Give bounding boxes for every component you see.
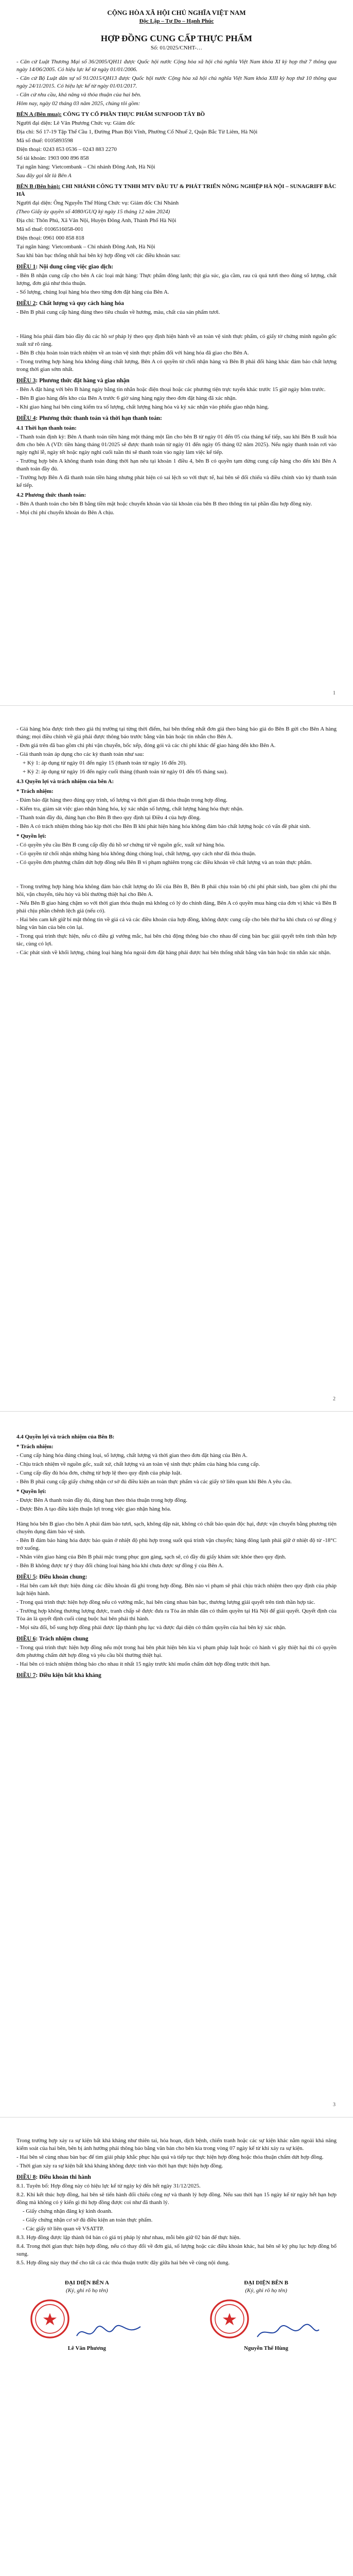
page-3 bbox=[0, 1412, 353, 2117]
article-line: - Chịu trách nhiệm về nguồn gốc, xuất xứ, chất lượng và an toàn vệ sinh thực phẩm của hàng hóa cung cấp. bbox=[16, 1461, 260, 1467]
article-label: ĐIỀU 1 bbox=[16, 264, 36, 270]
section-heading: 4.3 Quyền lợi và trách nhiệm của bên A: bbox=[16, 778, 114, 785]
signer-name: Nguyễn Thế Hùng bbox=[244, 2345, 289, 2351]
article-line: - Khi giao hàng hai bên cùng kiểm tra số lượng, chất lượng hàng hóa và ký xác nhận vào phiếu giao nhận hàng. bbox=[16, 404, 269, 410]
article-line: - Bên B nhận cung cấp cho bên A các loại mặt hàng: Thực phẩm đông lạnh; thịt gia súc, gia cầm, rau củ quả tươi theo đúng số lượng, chất lượng, đơn giá như thỏa thuận. bbox=[16, 273, 337, 286]
signature-scribble-icon bbox=[73, 2321, 145, 2342]
article-title: : Trách nhiệm chung bbox=[36, 1636, 89, 1642]
article-line: - Thanh toán định kỳ: Bên A thanh toán tiền hàng một tháng một lần cho bên B từ ngày 01 đến 05 của tháng kế tiếp, sau khi Bên B xuất hóa đơn cho bên A (VD: tiền hàng tháng 01/2025 sẽ được thanh toán từ ngày 01 đến ngày 05 tháng 02 năm 2025). Nếu ngày thanh toán rơi vào ngày nghỉ lễ, ngày tết hoặc ngày nghỉ cuối tuần thì sẽ thanh toán vào ngày làm việc kế tiếp. bbox=[16, 434, 337, 455]
article-line: - Giá hàng hóa được tính theo giá thị trường tại từng thời điểm, hai bên thống nhất đơn giá theo bảng báo giá do Bên B gửi cho Bên A hàng tháng; mọi điều chỉnh về giá phải được thông báo trước bằng văn bản hoặc tin nhắn cho Bên A. bbox=[16, 726, 337, 740]
article-line: Hàng hóa bên B giao cho bên A phải đảm bảo tươi, sạch, không dập nát, không có chất bảo quản độc hại, được vận chuyển bằng phương tiện chuyên dụng đảm bảo vệ sinh. bbox=[16, 1521, 337, 1535]
article-line: Trong trường hợp xảy ra sự kiện bất khả kháng như thiên tai, hỏa hoạn, dịch bệnh, chiến tranh hoặc các sự kiện khác nằm ngoài khả năng kiểm soát của hai bên, bên bị ảnh hưởng phải thông báo bằng văn bản cho bên kia trong vòng 07 ngày kể từ khi xảy ra sự kiện. bbox=[16, 2138, 337, 2151]
page-number: 1 bbox=[333, 690, 336, 696]
article-line: - Cung cấp đầy đủ hóa đơn, chứng từ hợp lệ theo quy định của pháp luật. bbox=[16, 1470, 182, 1476]
basis-line: - Căn cứ Luật Thương Mại số 36/2005/QH11 được Quốc hội nước Cộng hòa xã hội chủ nghĩa Việt Nam khóa XI kỳ họp thứ 7 thông qua ngày 14/06/2005. Có hiệu lực kể từ ngày 01/01/2006. bbox=[16, 59, 337, 73]
party-a-name: CÔNG TY CỔ PHẦN THỰC PHẨM SUNFOOD TÂY BỒ bbox=[63, 111, 205, 117]
motto: Độc Lập – Tự Do – Hạnh Phúc bbox=[139, 18, 214, 24]
signature-scribble-icon bbox=[252, 2321, 324, 2342]
article-7-heading bbox=[16, 1671, 337, 1680]
article-line: - Có quyền từ chối nhận những hàng hóa không đúng chủng loại, chất lượng, quy cách như đã thỏa thuận. bbox=[16, 851, 256, 857]
signature-block bbox=[16, 2279, 337, 2352]
signature-note: (Ký, ghi rõ họ tên) bbox=[245, 2287, 287, 2294]
party-b-name: CHI NHÁNH CÔNG TY TNHH MTV ĐẦU TƯ & PHÁT TRIỂN NÔNG NGHIỆP HÀ NỘI – SUNAGRIFF BẮC HÀ bbox=[16, 183, 337, 197]
article-title: : Phương thức thanh toán và thời hạn thanh toán: bbox=[36, 415, 162, 421]
article-line: - Các phát sinh về khối lượng, chủng loại hàng hóa ngoài đơn đặt hàng phải được hai bên thống nhất bằng văn bản hoặc tin nhắn xác nhận. bbox=[16, 950, 331, 956]
article-title: : Điều kiện bất khả kháng bbox=[36, 1672, 101, 1679]
party-b-address: Địa chỉ: Thôn Phú, Xã Vân Nội, Huyện Đông Anh, Thành Phố Hà Nội bbox=[16, 217, 177, 224]
article-line: - Được Bên A thanh toán đầy đủ, đúng hạn theo thỏa thuận trong hợp đồng. bbox=[16, 1497, 187, 1503]
article-line: - Nếu Bên B giao hàng chậm so với thời gian thỏa thuận mà không có lý do chính đáng, Bên A có quyền mua hàng của đơn vị khác và Bên B phải chịu phần chênh lệch giá (nếu có). bbox=[16, 900, 337, 914]
party-b-label: BÊN B (Bên bán): bbox=[16, 183, 61, 190]
signature-note: (Ký, ghi rõ họ tên) bbox=[66, 2287, 108, 2294]
party-a-tel: Điện thoại: 0243 853 0536 – 0243 883 2270 bbox=[16, 146, 117, 152]
republic-header: CỘNG HÒA XÃ HỘI CHỦ NGHĨA VIỆT NAM bbox=[107, 9, 246, 16]
page-4 bbox=[0, 2117, 353, 2576]
article-8-heading bbox=[16, 2173, 337, 2181]
signer-name: Lê Văn Phương bbox=[67, 2345, 106, 2351]
article-line: - Trường hợp không thương lượng được, tranh chấp sẽ được đưa ra Tòa án nhân dân có thẩm quyền tại Hà Nội để giải quyết. Quyết định của Tòa án là quyết định cuối cùng buộc hai bên phải thi hành. bbox=[16, 1608, 337, 1622]
article-line: - Mọi chi phí chuyển khoản do Bên A chịu. bbox=[16, 510, 115, 516]
article-5-heading bbox=[16, 1573, 337, 1581]
page-number: 3 bbox=[333, 2102, 336, 2108]
article-line: - Cung cấp hàng hóa đúng chủng loại, số lượng, chất lượng và thời gian theo đơn đặt hàng của Bên A. bbox=[16, 1452, 248, 1459]
article-label: ĐIỀU 6 bbox=[16, 1636, 36, 1642]
term-item: + Kỳ 1: áp dụng từ ngày 01 đến ngày 15 (thanh toán từ ngày 16 đến 20). bbox=[23, 760, 187, 766]
article-line: - Hai bên có trách nhiệm thông báo cho nhau ít nhất 15 ngày trước khi muốn chấm dứt hợp đồng trước thời hạn. bbox=[16, 1661, 271, 1667]
document-item: - Các giấy tờ liên quan về VSATTP. bbox=[23, 2226, 104, 2232]
party-a-note: Sau đây gọi tắt là Bên A bbox=[16, 173, 72, 179]
article-line: - Bên B không được tự ý thay đổi chủng loại hàng hóa khi chưa được sự đồng ý của Bên A. bbox=[16, 1563, 224, 1569]
article-line: - Được Bên A tạo điều kiện thuận lợi trong việc giao nhận hàng hóa. bbox=[16, 1506, 171, 1512]
article-3-heading bbox=[16, 377, 337, 385]
party-a-label: BÊN A (Bên mua): bbox=[16, 111, 62, 117]
article-line: - Bên B phải cung cấp giấy chứng nhận cơ sở đủ điều kiện an toàn thực phẩm và các giấy tờ liên quan khi Bên A yêu cầu. bbox=[16, 1479, 292, 1485]
subsection-heading: * Quyền lợi: bbox=[16, 833, 47, 839]
article-title: : Điều khoản thi hành bbox=[36, 2174, 91, 2180]
article-line: - Thanh toán đầy đủ, đúng hạn cho Bên B theo quy định tại Điều 4 của hợp đồng. bbox=[16, 815, 201, 821]
article-line: - Trong quá trình thực hiện hợp đồng nếu có vướng mắc, hai bên cùng nhau bàn bạc, thương lượng giải quyết trên tinh thần hợp tác. bbox=[16, 1599, 315, 1605]
party-a-rep: Người đại diện: Lê Văn Phương Chức vụ: Giám đốc bbox=[16, 120, 135, 126]
party-a-heading bbox=[16, 111, 337, 118]
article-title: : Điều khoản chung: bbox=[36, 1574, 87, 1580]
article-line: - Bên B đảm bảo hàng hóa được bảo quản ở nhiệt độ phù hợp trong suốt quá trình vận chuyển; hàng đông lạnh phải giữ ở nhiệt độ từ -18°C trở xuống. bbox=[16, 1537, 337, 1551]
party-b-tel: Điện thoại: 0961 000 858 818 bbox=[16, 235, 84, 241]
party-b-heading bbox=[16, 183, 337, 198]
article-line: 8.5. Hợp đồng này thay thế cho tất cả các thỏa thuận trước đây giữa hai bên về cùng nội dung. bbox=[16, 2260, 230, 2266]
contract-title: HỢP ĐỒNG CUNG CẤP THỰC PHẨM bbox=[100, 33, 253, 43]
article-line: - Bên B chịu hoàn toàn trách nhiệm về an toàn vệ sinh thực phẩm đối với hàng hóa đã giao cho Bên A. bbox=[16, 350, 249, 356]
article-line: - Hai bên cam kết thực hiện đúng các điều khoản đã ghi trong hợp đồng. Bên nào vi phạm sẽ phải chịu trách nhiệm theo quy định của pháp luật hiện hành. bbox=[16, 1583, 337, 1597]
party-b-tax: Mã số thuế: 0106516058-001 bbox=[16, 226, 83, 232]
article-line: - Bên A có trách nhiệm thông báo kịp thời cho Bên B khi phát hiện hàng hóa không đảm bảo chất lượng hoặc có vấn đề phát sinh. bbox=[16, 823, 311, 829]
article-line: - Có quyền đơn phương chấm dứt hợp đồng nếu Bên B vi phạm nghiêm trọng các điều khoản về chất lượng và an toàn thực phẩm. bbox=[16, 859, 312, 866]
article-1-heading bbox=[16, 263, 337, 271]
party-a-address: Địa chỉ: Số 17-19 Tập Thể Cầu 1, Đường Phan Bội Vĩnh, Phường Cổ Nhuế 2, Quận Bắc Từ Liêm, Hà Nội bbox=[16, 129, 258, 135]
party-a-tax: Mã số thuế: 0105893598 bbox=[16, 138, 73, 144]
article-title: : Phương thức đặt hàng và giao nhận bbox=[36, 378, 130, 384]
article-2-heading bbox=[16, 299, 337, 308]
article-label: ĐIỀU 3 bbox=[16, 378, 36, 384]
article-label: ĐIỀU 2 bbox=[16, 300, 36, 307]
section-heading: 4.1 Thời hạn thanh toán: bbox=[16, 425, 77, 431]
article-line: - Nhân viên giao hàng của Bên B phải mặc trang phục gọn gàng, sạch sẽ, có đầy đủ giấy khám sức khỏe theo quy định. bbox=[16, 1554, 287, 1560]
document-item: - Giấy chứng nhận cơ sở đủ điều kiện an toàn thực phẩm. bbox=[23, 2217, 153, 2223]
article-label: ĐIỀU 7 bbox=[16, 1672, 36, 1679]
article-line: - Trường hợp Bên A đã thanh toán tiền hàng nhưng phát hiện có sai lệch so với thực tế, hai bên sẽ đối chiếu và điều chỉnh vào kỳ thanh toán kế tiếp. bbox=[16, 474, 337, 488]
article-line: 8.1. Tuyên bố: Hợp đồng này có hiệu lực kể từ ngày ký đến hết ngày 31/12/2025. bbox=[16, 2183, 201, 2189]
article-line: - Hai bên sẽ cùng nhau bàn bạc để tìm giải pháp khắc phục hậu quả và tiếp tục thực hiện hợp đồng hoặc thỏa thuận chấm dứt hợp đồng. bbox=[16, 2154, 324, 2160]
article-line: - Trong quá trình thực hiện hợp đồng nếu một trong hai bên phát hiện bên kia vi phạm pháp luật hoặc có hành vi gây thiệt hại thì có quyền đơn phương chấm dứt hợp đồng và yêu cầu bồi thường thiệt hại. bbox=[16, 1645, 337, 1658]
article-line: - Trong trường hợp hàng hóa không đảm bảo chất lượng do lỗi của Bên B, Bên B phải chịu toàn bộ chi phí phát sinh, bao gồm chi phí thu hồi, vận chuyển, tiêu hủy và bồi thường thiệt hại cho Bên A. bbox=[16, 884, 337, 897]
article-line: - Kiểm tra, giám sát việc giao nhận hàng hóa, ký xác nhận số lượng, chất lượng hàng hóa thực nhận. bbox=[16, 806, 244, 812]
article-label: ĐIỀU 8 bbox=[16, 2174, 36, 2180]
article-line: - Đơn giá trên đã bao gồm chi phí vận chuyển, bốc xếp, đóng gói và các chi phí khác để giao hàng đến kho Bên A. bbox=[16, 742, 276, 749]
article-line: - Đảm bảo đặt hàng theo đúng quy trình, số lượng và thời gian đã thỏa thuận trong hợp đồng. bbox=[16, 797, 227, 803]
subsection-heading: * Quyền lợi: bbox=[16, 1488, 47, 1495]
basis-line: Hôm nay, ngày 02 tháng 03 năm 2025, chúng tôi gồm: bbox=[16, 100, 140, 107]
article-line: - Bên B phải cung cấp hàng đúng theo tiêu chuẩn về hương, màu, chất của sản phẩm tươi. bbox=[16, 309, 220, 315]
article-title: : Nội dung công việc giao dịch: bbox=[36, 264, 114, 270]
subsection-heading: * Trách nhiệm: bbox=[16, 1444, 54, 1450]
article-line: - Bên A đặt hàng với bên B hàng ngày bằng tin nhắn hoặc điện thoại hoặc các phương tiện trực tuyến khác trước 15 giờ ngày hôm trước. bbox=[16, 386, 326, 393]
article-line: 8.3. Hợp đồng được lập thành 04 bản có giá trị pháp lý như nhau, mỗi bên giữ 02 bản để thực hiện. bbox=[16, 2234, 241, 2241]
party-b-authorization: (Theo Giấy ủy quyền số 4080/GUQ ký ngày 15 tháng 12 năm 2024) bbox=[16, 209, 170, 215]
article-label: ĐIỀU 5 bbox=[16, 1574, 36, 1580]
party-b-note: Sau khi bàn bạc thống nhất hai bên ký hợp đồng với các điều khoản sau: bbox=[16, 252, 181, 259]
article-line: 8.4. Trong thời gian thực hiện hợp đồng, nếu có thay đổi về đơn giá, số lượng hoặc các điều khoản khác, hai bên sẽ ký phụ lục hợp đồng bổ sung. bbox=[16, 2243, 337, 2257]
article-line: - Thời gian xảy ra sự kiện bất khả kháng không được tính vào thời hạn thực hiện hợp đồng. bbox=[16, 2163, 223, 2169]
page-number: 2 bbox=[333, 1396, 336, 1402]
signature-role: ĐẠI DIỆN BÊN B bbox=[244, 2280, 289, 2286]
party-a-bank: Tại ngân hàng: Vietcombank – Chi nhánh Đông Anh, Hà Nội bbox=[16, 164, 155, 170]
article-line: - Có quyền yêu cầu Bên B cung cấp đầy đủ hồ sơ chứng từ về nguồn gốc, xuất xứ hàng hóa. bbox=[16, 842, 225, 848]
section-heading: 4.2 Phương thức thanh toán: bbox=[16, 492, 86, 498]
signature-party-a bbox=[16, 2279, 157, 2352]
party-a-account: Số tài khoản: 1903 000 896 858 bbox=[16, 155, 89, 161]
article-4-heading bbox=[16, 414, 337, 422]
page-1 bbox=[0, 0, 353, 706]
signature-party-b bbox=[196, 2279, 337, 2352]
document-item: - Giấy chứng nhận đăng ký kinh doanh. bbox=[23, 2208, 113, 2214]
article-line: - Giá thanh toán áp dụng cho các kỳ thanh toán như sau: bbox=[16, 751, 144, 757]
article-line: - Trường hợp bên A không thanh toán đúng thời hạn nêu tại khoản 1 điều 4, bên B có quyền tạm dừng cung cấp hàng cho đến khi Bên A thanh toán đầy đủ. bbox=[16, 458, 337, 472]
article-line: - Bên B giao hàng đến kho của Bên A trước 6 giờ sáng hàng ngày theo đơn đặt hàng đã xác nhận. bbox=[16, 395, 237, 401]
page-2 bbox=[0, 706, 353, 1412]
section-heading: 4.4 Quyền lợi và trách nhiệm của Bên B: bbox=[16, 1434, 115, 1440]
article-line: - Trong trường hợp hàng hóa không đúng chất lượng, Bên A có quyền từ chối nhận hàng và Bên B phải đổi hàng khác đảm bảo chất lượng trong thời gian sớm nhất. bbox=[16, 359, 337, 372]
basis-line: - Căn cứ Bộ Luật dân sự số 91/2015/QH13 được Quốc hội nước Cộng hòa xã hội chủ nghĩa Việt Nam khóa XIII kỳ họp thứ 10 thông qua ngày 24/11/2015. Có hiệu lực kể từ ngày 01/01/2017. bbox=[16, 75, 337, 89]
party-b-rep: Người đại diện: Ông Nguyễn Thế Hùng Chức vụ: Giám đốc Chi Nhánh bbox=[16, 200, 179, 206]
article-line: 8.2. Khi kết thúc hợp đồng, hai bên sẽ tiến hành đối chiếu công nợ và thanh lý hợp đồng. Nếu sau thời hạn 15 ngày kể từ ngày hết hạn hợp đồng mà không có ý kiến gì thì hợp đồng được coi như đã thanh lý. bbox=[16, 2192, 337, 2206]
article-line: - Trong quá trình thực hiện, nếu có điều gì vướng mắc, hai bên chủ động thông báo cho nhau để cùng bàn bạc giải quyết trên tinh thần hợp tác, cùng có lợi. bbox=[16, 933, 337, 947]
article-6-heading bbox=[16, 1635, 337, 1643]
subsection-heading: * Trách nhiệm: bbox=[16, 788, 54, 794]
article-line: - Hai bên cam kết giữ bí mật thông tin về giá cả và các điều khoản của hợp đồng, không được cung cấp cho bên thứ ba khi chưa có sự đồng ý bằng văn bản của bên còn lại. bbox=[16, 917, 337, 930]
company-stamp-icon bbox=[29, 2298, 71, 2340]
article-label: ĐIỀU 4 bbox=[16, 415, 36, 421]
contract-number: Số: 01/2025/CNHT-… bbox=[150, 45, 203, 51]
signature-role: ĐẠI DIỆN BÊN A bbox=[64, 2280, 109, 2286]
article-line: - Hàng hóa phải đảm bảo đầy đủ các hồ sơ pháp lý theo quy định hiện hành về an toàn vệ sinh thực phẩm, có giấy tờ chứng minh nguồn gốc xuất xứ rõ ràng. bbox=[16, 333, 337, 347]
article-title: : Chất lượng và quy cách hàng hóa bbox=[36, 300, 124, 307]
article-line: - Số lượng, chủng loại hàng hóa theo từng đơn đặt hàng của Bên A. bbox=[16, 289, 169, 295]
article-line: - Bên A thanh toán cho bên B bằng tiền mặt hoặc chuyển khoản vào tài khoản của bên B theo thông tin tại phần đầu hợp đồng này. bbox=[16, 501, 312, 507]
term-item: + Kỳ 2: áp dụng từ ngày 16 đến ngày cuối tháng (thanh toán từ ngày 01 đến 05 tháng sau). bbox=[23, 769, 228, 775]
party-b-bank: Tại ngân hàng: Vietcombank – Chi nhánh Đông Anh, Hà Nội bbox=[16, 244, 155, 250]
company-stamp-icon bbox=[208, 2298, 251, 2340]
basis-line: - Căn cứ nhu cầu, khả năng và thỏa thuận của hai bên. bbox=[16, 92, 142, 98]
article-line: - Mọi sửa đổi, bổ sung hợp đồng phải được lập thành phụ lục và được đại diện có thẩm quyền của hai bên ký xác nhận. bbox=[16, 1624, 287, 1631]
